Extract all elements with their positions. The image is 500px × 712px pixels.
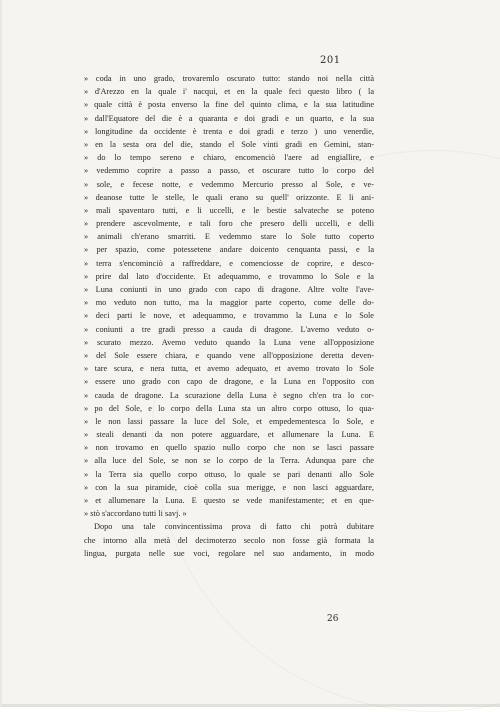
text-line: » d'Arezzo en la quale i' nacqui, et en la quale feci questo libro ( la bbox=[84, 87, 374, 97]
text-line: » prire dal lato d'occidente. Et adequammo, e trovammo lo Sole e la bbox=[84, 271, 374, 281]
text-line: » terra s'encominciò a raffreddare, e comenciosse de coprire, e desco- bbox=[84, 258, 374, 268]
text-line: » quale città è posta enverso la fine del quinto clima, e la sua latitudine bbox=[84, 100, 374, 110]
text-line: » prendere ascevolmente, e tali foro che presero delli uccelli, e delli bbox=[84, 219, 374, 229]
text-line: » cauda de dragone. La scurazione della Luna è segno ch'en tra lo cor- bbox=[84, 390, 374, 400]
text-line: » deci parti le nove, et adequammo, e trovammo la Luna e lo Sole bbox=[84, 311, 374, 321]
text-line: » sole, e fecese notte, e vedemmo Mercurio presso al Sole, e ve- bbox=[84, 179, 374, 189]
signature-mark: 26 bbox=[327, 614, 339, 624]
text-line: » con la sua piramide, cioè colla sua merigge, e non lasci agguardare, bbox=[84, 482, 374, 492]
text-line: » steali denanti da non potere agguardare, et allumenare la Luna. E bbox=[84, 430, 374, 440]
text-line: » essere uno grado con capo de dragone, e la Luna en l'opposito con bbox=[84, 377, 374, 387]
text-line: » longitudine da occidente è trenta e doi gradi e terzo ) uno venerdie, bbox=[84, 126, 374, 136]
text-line: » et allumenare la Luna. E questo se vede manifestamente; et en que- bbox=[84, 496, 374, 505]
text-line: » stò s'accordano tutti li savj. » bbox=[84, 509, 187, 519]
text-line: » mali spaventaro tutti, e li uccelli, e le bestie salvateche se poteno bbox=[84, 205, 374, 215]
text-line: » del Sole essere chiara, e quando vene all'opposizione deretta deven- bbox=[84, 350, 374, 360]
text-line: » per spazio, come potessetene andare doicento cenquanta passi, e la bbox=[84, 245, 374, 255]
text-line: lingua, purgata nelle sue voci, regolare nel suo andamento, in modo bbox=[84, 548, 374, 558]
text-line: » coniunti a tre gradi presso a cauda di dragone. L'avemo veduto o- bbox=[84, 324, 374, 334]
text-line: » Luna coniunti in uno grado con capo di dragone. Altre volte l'ave- bbox=[84, 285, 374, 294]
text-line: » deanose tutte le stelle, le quali erano su quell' orizzonte. E li ani- bbox=[84, 192, 374, 202]
text-line: » en la sesta ora del die, stando el Sole vinti gradi en Gemini, stan- bbox=[84, 139, 374, 149]
text-line: » coda in uno grado, trovaremlo oscurato tutto: stando noi nella città bbox=[84, 74, 374, 83]
text-line: » dall'Equatore del die è a quaranta e doi gradi e un quarto, e la sua bbox=[84, 113, 374, 123]
text-line: » scurato mezzo. Avemo veduto quando la Luna vene all'opposizione bbox=[84, 337, 374, 347]
text-line: » alla luce del Sole, se non se lo corpo de la Terra. Adunqua pare che bbox=[84, 456, 374, 466]
body-text bbox=[84, 72, 374, 560]
text-line: » le non lassi passare la luce del Sole, et empedementesca lo Sole, e bbox=[84, 416, 374, 426]
text-line: » do lo tempo sereno e chiaro, encomenciò l'aere ad engiallire, e bbox=[84, 153, 374, 163]
text-line: » po del Sole, e lo corpo della Luna sta un altro corpo ottuso, lo qua- bbox=[84, 403, 374, 413]
text-line: » non trovamo en quello spazio nullo corpo che non se lasci passare bbox=[84, 443, 374, 453]
text-line: che intorno alla metà del decimoterzo secolo non fosse già formata la bbox=[84, 535, 374, 545]
text-line: » animali ch'erano smarriti. E vedemmo stare lo Sole tutto coperto bbox=[84, 232, 374, 242]
text-line: » mo veduto non tutto, ma la maggior parte coperto, come delle do- bbox=[84, 298, 374, 308]
page-number: 201 bbox=[320, 55, 341, 66]
text-line: » la Terra sia quello corpo ottuso, lo quale se pari denanti allo Sole bbox=[84, 469, 374, 479]
text-line: » tare scura, e nera tutta, et avemo adequato, et avemo trovato lo Sole bbox=[84, 364, 374, 374]
text-line: » vedemmo coprire a passo a passo, et oscurare tutto lo corpo del bbox=[84, 166, 374, 176]
text-line: Dopo una tale convincentissima prova di fatto chi potrà dubitare bbox=[94, 522, 374, 532]
